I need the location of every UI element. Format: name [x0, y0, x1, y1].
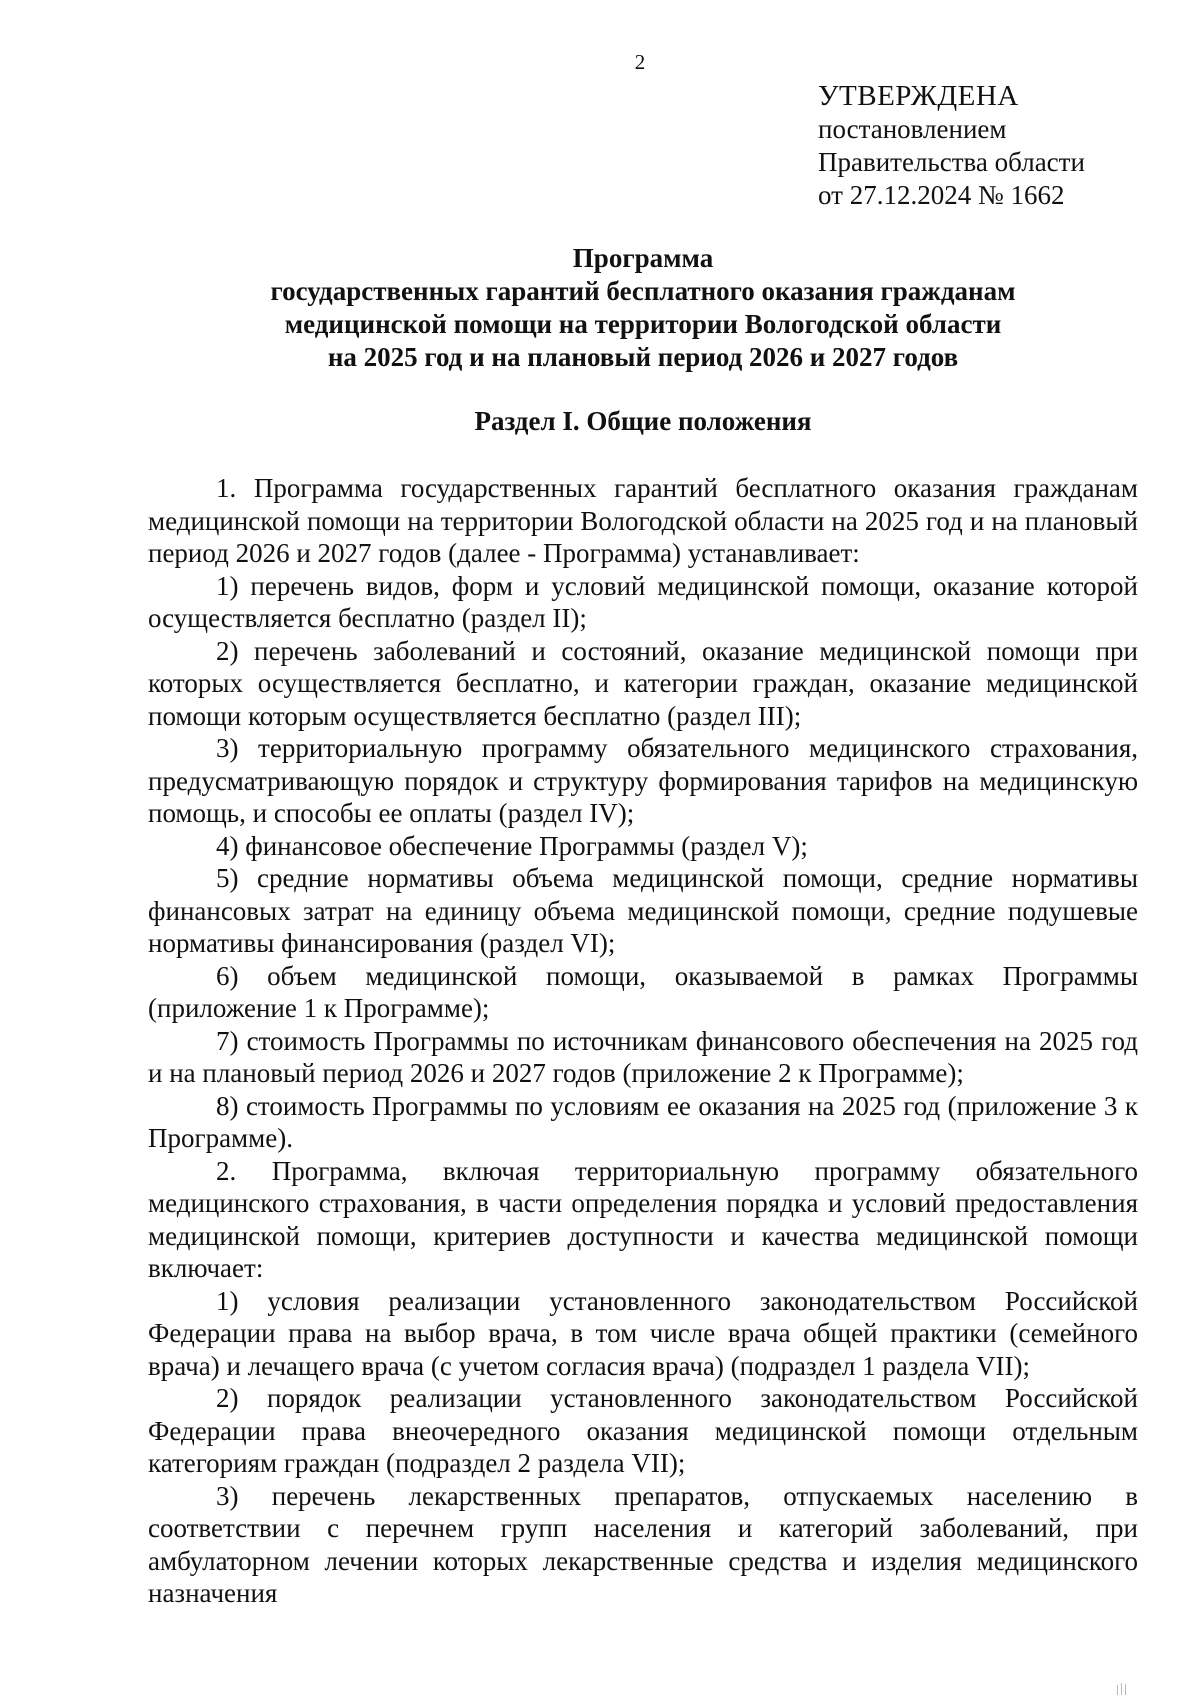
paragraph: 8) стоимость Программы по условиям ее оказания на 2025 год (приложение 3 к Программе). [148, 1090, 1138, 1153]
scan-artifact [1121, 1683, 1122, 1695]
title-line: Программа [572, 243, 714, 273]
title-line: медицинской помощи на территории Вологодской области [284, 309, 1002, 339]
approval-stamp-block [818, 80, 1085, 212]
approval-line: Правительства области [818, 147, 1085, 177]
paragraph: 1) условия реализации установленного законодательством Российской Федерации права на выбор врача, в том числе врача общей практики (семейного врача) и лечащего врача (с учетом согласия врача) (подраздел 1 раздела VII); [148, 1285, 1138, 1381]
paragraph: 5) средние нормативы объема медицинской помощи, средние нормативы финансовых затрат на единицу объема медицинской помощи, средние подушевые нормативы финансирования (раздел VI); [148, 863, 1138, 958]
paragraph: 4) финансовое обеспечение Программы (раздел V); [216, 830, 808, 861]
paragraph: 2) перечень заболеваний и состояний, оказание медицинской помощи при которых осуществляется бесплатно, и категории граждан, оказание медицинской помощи которым осуществляется бесплатно (раздел III); [148, 635, 1138, 731]
title-line: на 2025 год и на плановый период 2026 и 2027 годов [327, 342, 959, 372]
paragraph: 3) территориальную программу обязательного медицинского страхования, предусматривающую порядок и структуру формирования тарифов на медицинскую помощь, и способы ее оплаты (раздел IV); [148, 733, 1138, 828]
paragraph: 1) перечень видов, форм и условий медицинской помощи, оказание которой осуществляется бесплатно (раздел II); [148, 570, 1138, 633]
paragraph: 2) порядок реализации установленного законодательством Российской Федерации права внеочередного оказания медицинской помощи отдельным категориям граждан (подраздел 2 раздела VII); [148, 1383, 1138, 1478]
title-line: государственных гарантий бесплатного оказания гражданам [270, 276, 1016, 306]
paragraph: 2. Программа, включая территориальную программу обязательного медицинского страхования, в части определения порядка и условий предоставления медицинской помощи, критериев доступности и качества медицинской помощи включает: [148, 1155, 1138, 1283]
approval-line: постановлением [818, 114, 1007, 144]
scan-artifact [1125, 1684, 1126, 1695]
paragraph: 7) стоимость Программы по источникам финансового обеспечения на 2025 год и на плановый период 2026 и 2027 годов (приложение 2 к Программе); [148, 1025, 1138, 1088]
document-body [148, 472, 1138, 1610]
section-heading: Раздел I. Общие положения [474, 406, 812, 436]
approval-status: УТВЕРЖДЕНА [818, 80, 1019, 112]
paragraph: 3) перечень лекарственных препаратов, отпускаемых населению в соответствии с перечнем групп населения и категорий заболеваний, при амбулаторном лечении которых лекарственные средства и изделия медицинского назначения [148, 1480, 1138, 1608]
paragraph: 1. Программа государственных гарантий бесплатного оказания гражданам медицинской помощи на территории Вологодской области на 2025 год и на плановый период 2026 и 2027 годов (далее - Программа) устанавливает: [148, 473, 1138, 568]
approval-date-number: от 27.12.2024 № 1662 [818, 180, 1065, 210]
scan-artifact [1117, 1685, 1118, 1695]
page-number: 2 [634, 50, 646, 74]
document-title [148, 242, 1138, 374]
paragraph: 6) объем медицинской помощи, оказываемой в рамках Программы (приложение 1 к Программе); [148, 960, 1138, 1023]
